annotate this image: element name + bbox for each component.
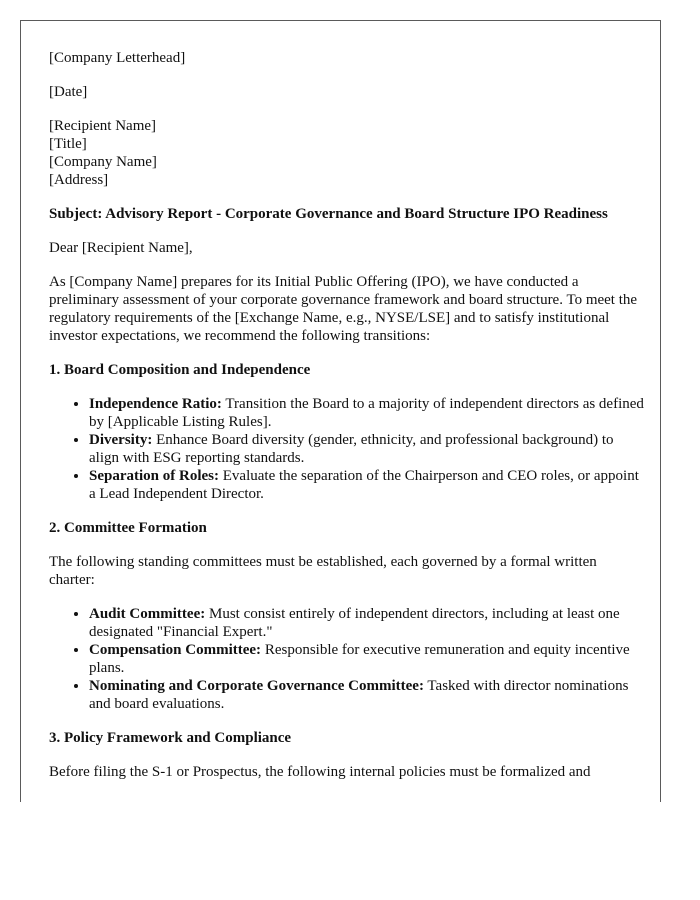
recipient-company: [Company Name] — [49, 154, 157, 170]
list-item — [89, 677, 644, 713]
list-item-text: Tasked with director nominations and board evaluations. — [89, 678, 629, 712]
subject-line: Subject: Advisory Report - Corporate Governance and Board Structure IPO Readiness — [49, 206, 608, 222]
list-item — [89, 467, 644, 503]
list-item — [89, 395, 644, 431]
list-item-term: Diversity: — [89, 432, 153, 448]
recipient-address: [Address] — [49, 172, 109, 188]
list-item-text: Evaluate the separation of the Chairperson and CEO roles, or appoint a Lead Independent Director. — [89, 468, 639, 502]
list-item — [89, 605, 644, 641]
recipient-title: [Title] — [49, 136, 87, 152]
salutation: Dear [Recipient Name], — [49, 240, 193, 256]
committee-intro: The following standing committees must be established, each governed by a formal written charter: — [49, 554, 597, 588]
intro-paragraph: As [Company Name] prepares for its Initial Public Offering (IPO), we have conducted a preliminary assessment of your corporate governance framework and board structure. To meet the regulatory requirements of the [Exchange Name, e.g., NYSE/LSE] and to satisfy institutional investor expectations, we recommend the following transitions: — [49, 274, 638, 344]
section-heading-policy-framework: 3. Policy Framework and Compliance — [49, 730, 292, 746]
list-item-term: Compensation Committee: — [89, 642, 262, 658]
list-item-text: Must consist entirely of independent directors, including at least one designated "Financial Expert." — [89, 606, 620, 640]
recipient-name: [Recipient Name] — [49, 118, 157, 134]
list-item-text: Transition the Board to a majority of independent directors as defined by [Applicable Listing Rules]. — [89, 396, 644, 430]
letter-page — [20, 20, 661, 802]
list-item-term: Independence Ratio: — [89, 396, 222, 412]
committee-list — [49, 605, 644, 713]
list-item — [89, 641, 644, 677]
list-item — [89, 431, 644, 467]
list-item-text: Enhance Board diversity (gender, ethnicity, and professional background) to align with ESG reporting standards. — [89, 432, 614, 466]
recipient-block — [49, 117, 644, 189]
list-item-text: Responsible for executive remuneration and equity incentive plans. — [89, 642, 630, 676]
list-item-term: Separation of Roles: — [89, 468, 219, 484]
section-heading-board-composition: 1. Board Composition and Independence — [49, 362, 311, 378]
policy-intro: Before filing the S-1 or Prospectus, the following internal policies must be formalized and — [49, 764, 591, 780]
list-item-term: Audit Committee: — [89, 606, 206, 622]
list-item-term: Nominating and Corporate Governance Committee: — [89, 678, 424, 694]
section-heading-committee-formation: 2. Committee Formation — [49, 520, 207, 536]
board-composition-list — [49, 395, 644, 503]
letter-date: [Date] — [49, 84, 88, 100]
letter-body — [49, 49, 644, 797]
letterhead: [Company Letterhead] — [49, 50, 186, 66]
